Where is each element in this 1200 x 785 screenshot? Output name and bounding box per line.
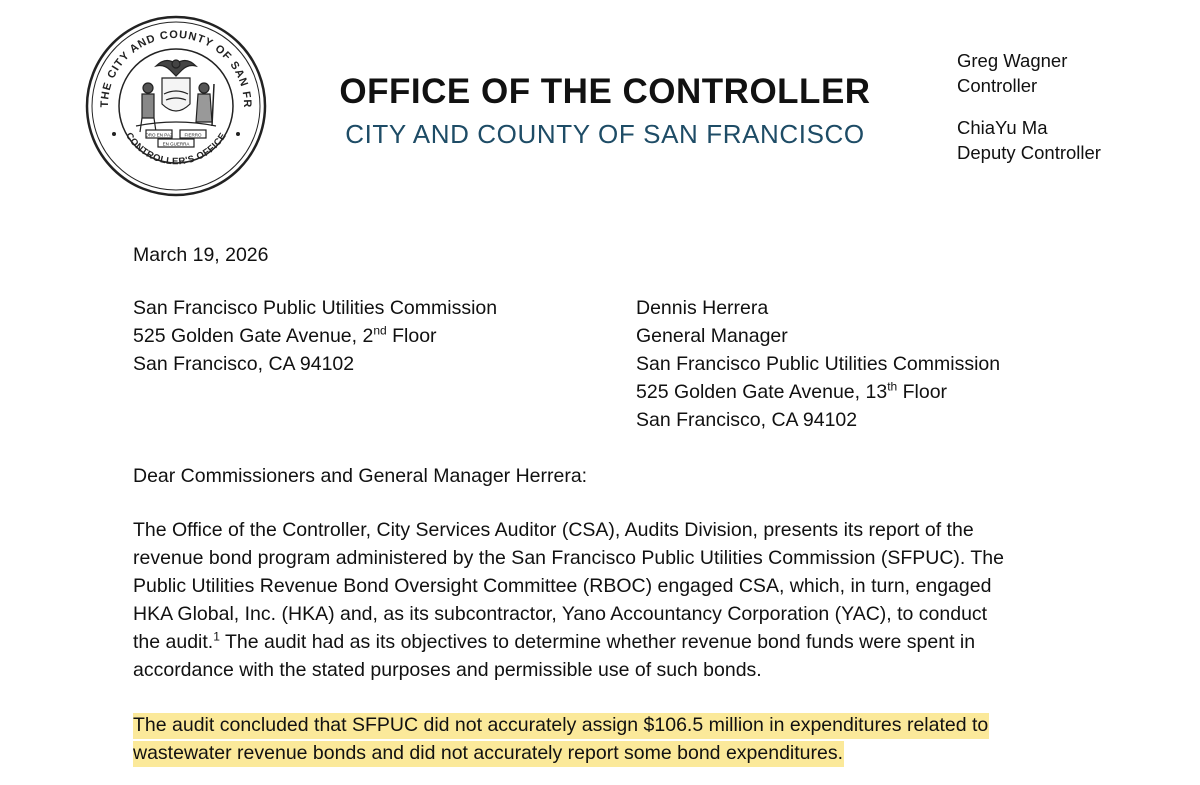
highlighted-line: wastewater revenue bonds and did not accurately report some bond expenditures. bbox=[133, 741, 844, 767]
address-line: 525 Golden Gate Avenue, 13th Floor bbox=[636, 379, 948, 403]
page-subtitle: CITY AND COUNTY OF SAN FRANCISCO bbox=[345, 119, 865, 149]
paragraph-line: HKA Global, Inc. (HKA) and, as its subcontractor, Yano Accountancy Corporation (YAC), to conduct bbox=[133, 603, 988, 625]
paragraph-line: accordance with the stated purposes and permissible use of such bonds. bbox=[133, 659, 762, 681]
seal-banner-right: FIERRO bbox=[184, 132, 202, 138]
address-left bbox=[133, 294, 497, 378]
official-name: Greg Wagner bbox=[957, 50, 1068, 71]
paragraph-line: The Office of the Controller, City Services Auditor (CSA), Audits Division, presents its report of the bbox=[133, 519, 974, 541]
address-line: San Francisco Public Utilities Commission bbox=[133, 297, 498, 319]
paragraph-line: revenue bond program administered by the San Francisco Public Utilities Commission (SFPUC). The bbox=[133, 547, 1004, 569]
conclusion-highlight bbox=[133, 711, 1063, 767]
seal-bottom-text: CONTROLLER'S OFFICE bbox=[123, 130, 229, 168]
seal-banner-bottom: EN GUERRA bbox=[162, 141, 190, 147]
recipient-name: Dennis Herrera bbox=[636, 297, 769, 319]
body-paragraph bbox=[133, 516, 1063, 684]
address-line: San Francisco, CA 94102 bbox=[133, 353, 355, 375]
official-title: Deputy Controller bbox=[957, 142, 1101, 163]
official-name: ChiaYu Ma bbox=[957, 117, 1048, 138]
paragraph-line: the audit.$^1$ The audit had as its objectives to determine whether revenue bond funds were spent in bbox=[133, 629, 976, 653]
highlighted-line: The audit concluded that SFPUC did not accurately assign $106.5 million in expenditures related to bbox=[133, 713, 989, 739]
footnote-ref[interactable]: 1 bbox=[213, 629, 220, 644]
officials-block bbox=[957, 48, 1101, 165]
address-line: 525 Golden Gate Avenue, 2nd Floor bbox=[133, 323, 437, 347]
address-line: San Francisco Public Utilities Commission bbox=[636, 353, 1001, 375]
seal-outer-text: THE CITY AND COUNTY OF SAN FR bbox=[98, 28, 254, 109]
seal-banner-left: ORO EN PAZ bbox=[145, 132, 173, 138]
page-title: OFFICE OF THE CONTROLLER bbox=[339, 72, 871, 111]
letter-date: March 19, 2026 bbox=[133, 244, 269, 266]
salutation: Dear Commissioners and General Manager Herrera: bbox=[133, 465, 588, 487]
official-title: Controller bbox=[957, 75, 1038, 96]
address-line: San Francisco, CA 94102 bbox=[636, 409, 858, 431]
paragraph-line: Public Utilities Revenue Bond Oversight Committee (RBOC) engaged CSA, which, in turn, engaged bbox=[133, 575, 992, 597]
recipient-title: General Manager bbox=[636, 325, 788, 347]
city-seal-icon bbox=[84, 14, 268, 198]
address-right bbox=[636, 294, 1000, 434]
